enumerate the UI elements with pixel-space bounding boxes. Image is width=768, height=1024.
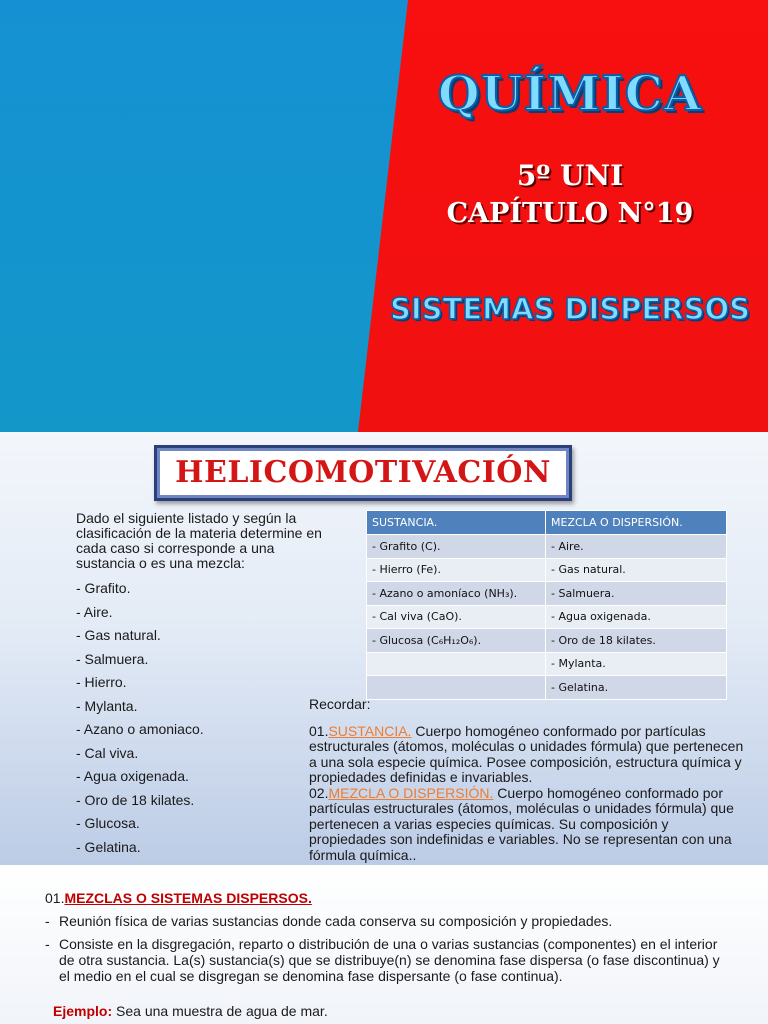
list-item: - Cal viva. (76, 744, 139, 761)
bullet-text: Reunión física de varias sustancias donde cada conserva su composición y propiedades. (59, 913, 613, 929)
table-row (367, 582, 727, 606)
example-line (53, 1003, 328, 1019)
motivation-heading: HELICOMOTIVACIÓN (175, 455, 551, 490)
table-cell (367, 652, 546, 676)
list-item: - Azano o amoniaco. (76, 721, 204, 737)
list-item: - Hierro. (76, 674, 127, 690)
motivation-intro: Dado el siguiente listado y según la clasificación de la materia determine en cada caso si corresponde a una sustancia o es una mezcla: (76, 510, 322, 571)
cover-slide (0, 0, 768, 432)
recordar-item-sustancia (309, 724, 749, 786)
cover-title: QUÍMICA (437, 66, 703, 122)
sustancia-label: SUSTANCIA. (328, 722, 412, 739)
bullet-marker: - (45, 913, 50, 929)
table-cell: - Hierro (Fe). (367, 558, 546, 582)
table-cell: - Gas natural. (546, 558, 727, 582)
list-item: - Mylanta. (76, 697, 138, 714)
section-slide (0, 865, 768, 1024)
motivation-heading-box (154, 445, 572, 501)
table-cell: - Aire. (546, 535, 727, 559)
list-item: - Gas natural. (76, 627, 161, 643)
classification-table (366, 510, 727, 700)
recordar-title: Recordar: (309, 696, 371, 712)
list-item: - Agua oxigenada. (76, 768, 189, 784)
list-item: - Glucosa. (76, 815, 140, 831)
list-item: - Gelatina. (76, 838, 141, 855)
list-item: - Aire. (76, 603, 113, 620)
material-list (76, 581, 204, 863)
mezcla-definition: Cuerpo homogéneo conformado por partículas estructurales (átomos, moléculas o unidades fórmula) que pertenecen a varias especies químicas. Su composición y propiedades son indefinidas e variables. No se representan con una fórmula química.. (309, 784, 734, 863)
list-item: - Oro de 18 kilates. (76, 791, 195, 808)
example-text: Sea una muestra de agua de mar. (112, 1003, 328, 1019)
table-header-row (367, 511, 727, 535)
list-item: - Grafito. (76, 580, 131, 596)
table-row (367, 605, 727, 629)
section-number: 01. (45, 890, 65, 906)
table-cell: - Grafito (C). (367, 535, 546, 559)
section-title: MEZCLAS O SISTEMAS DISPERSOS. (64, 890, 312, 906)
table-cell: - Azano o amoníaco (NH₃). (367, 582, 546, 606)
table-cell (367, 676, 546, 700)
bullet-marker: - (45, 936, 50, 952)
table-row (367, 676, 727, 700)
cover-chapter: CAPÍTULO N°19 (446, 198, 694, 229)
table-cell: - Agua oxigenada. (546, 605, 727, 629)
table-cell: - Glucosa (C₆H₁₂O₆). (367, 629, 546, 653)
cover-grade: 5º UNI (516, 159, 624, 192)
table-header-sustancia: SUSTANCIA. (367, 511, 546, 535)
table-cell: - Mylanta. (546, 652, 727, 676)
table-row (367, 629, 727, 653)
table-cell: - Salmuera. (546, 582, 727, 606)
cover-topic: SISTEMAS DISPERSOS (389, 292, 750, 326)
table-cell: - Gelatina. (546, 676, 727, 700)
item-number: 02. (309, 784, 329, 801)
table-header-mezcla: MEZCLA O DISPERSIÓN. (546, 511, 727, 535)
list-item: - Salmuera. (76, 650, 149, 667)
sustancia-definition: Cuerpo homogéneo conformado por partículas estructurales (átomos, moléculas o unidades fórmula) que pertenecen a una sola especie química. Posee composición, estructura química y propiedades definidas e invariables. (309, 722, 744, 785)
table-cell: - Cal viva (CaO). (367, 605, 546, 629)
example-label: Ejemplo: (53, 1003, 113, 1019)
motivation-slide (0, 432, 768, 865)
table-row (367, 652, 727, 676)
section-heading (45, 890, 312, 906)
table-row (367, 535, 727, 559)
table-row (367, 558, 727, 582)
mezcla-label: MEZCLA O DISPERSIÓN. (328, 784, 494, 801)
recordar-block (309, 697, 749, 863)
bullet-text: Consiste en la disgregación, reparto o distribución de una o varias sustancias (componentes) en el interior de otra sustancia. La(s) sustancia(s) que se distribuye(n) se denomina fase dispersa (o fase discontinua) y el medio en el cual se disgregan se denomina fase dispersante (o fase continua). (59, 936, 720, 984)
table-cell: - Oro de 18 kilates. (546, 629, 727, 653)
item-number: 01. (309, 722, 329, 739)
recordar-item-mezcla (309, 786, 749, 864)
